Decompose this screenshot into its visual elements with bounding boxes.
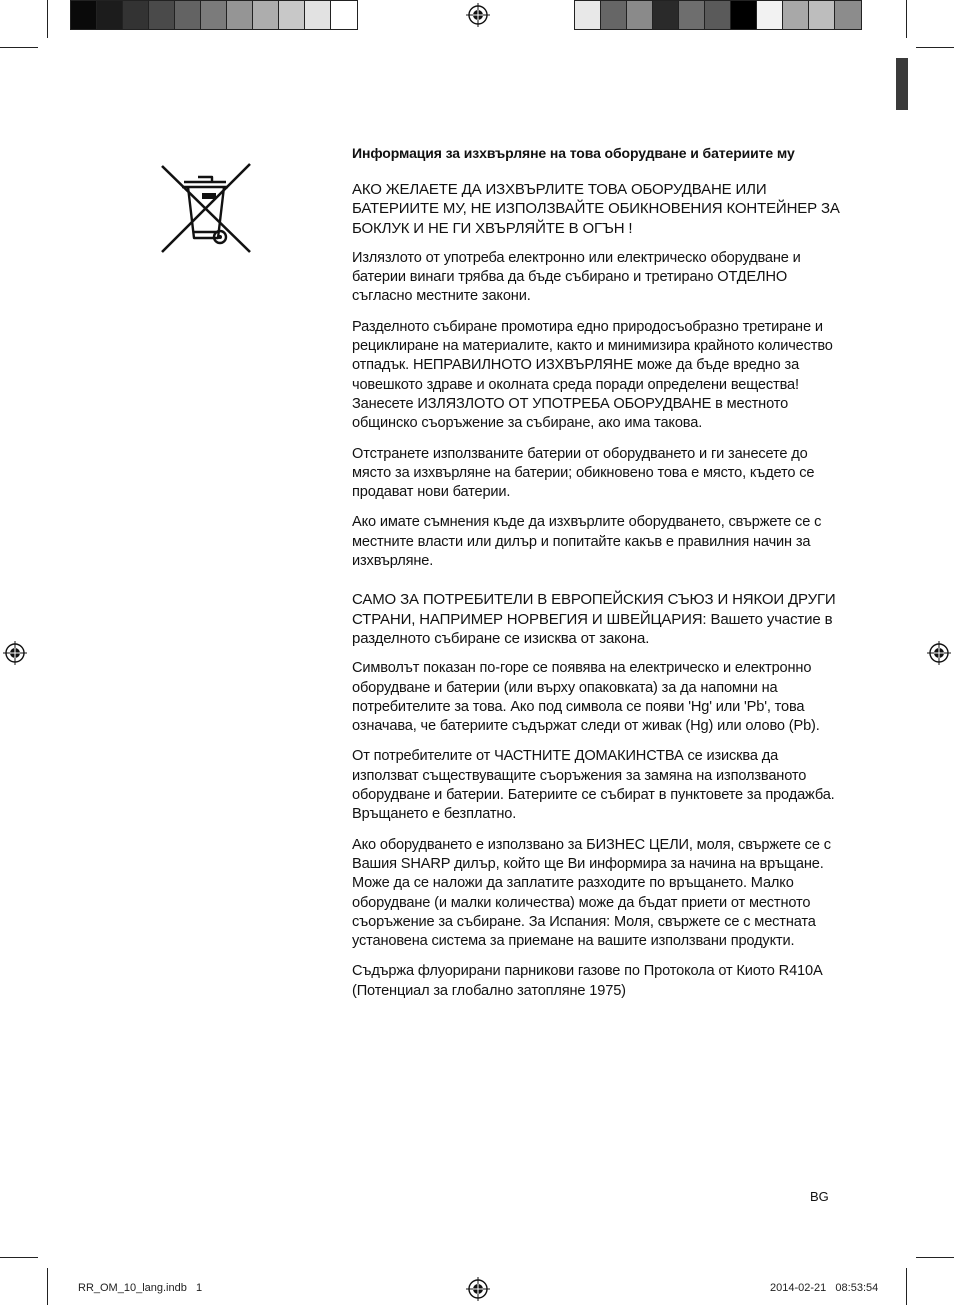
color-swatch <box>305 1 331 29</box>
color-swatch <box>627 1 653 29</box>
color-swatch <box>253 1 279 29</box>
color-swatch <box>705 1 731 29</box>
color-swatch <box>575 1 601 29</box>
color-calibration-bar-left <box>70 0 358 30</box>
color-swatch <box>149 1 175 29</box>
crop-mark <box>906 0 907 38</box>
crop-mark <box>0 1257 38 1258</box>
crossed-out-wheelie-bin-icon <box>158 160 254 256</box>
footer-filename: RR_OM_10_lang.indb 1 <box>78 1282 203 1294</box>
body-paragraph: Отстранете използваните батерии от оборудването и ги занесете до място за изхвърляне на батерии; обикновено това е място, където се продават нови батерии. <box>352 445 815 501</box>
color-swatch <box>757 1 783 29</box>
color-swatch <box>279 1 305 29</box>
color-swatch <box>175 1 201 29</box>
registration-mark-icon <box>926 640 952 666</box>
crop-mark <box>0 47 38 48</box>
color-swatch <box>601 1 627 29</box>
body-paragraph: Символът показан по-горе се появява на електрическо и електронно оборудване и батерии (или върху опаковката) за да напомни на потребителите за това. Ако под символа се появи 'Hg' или 'Pb', това означава, че батериите съдържат следи от живак (Hg) или олово (Pb). <box>352 660 820 735</box>
footer-timestamp: 2014-02-21 08:53:54 <box>770 1282 879 1294</box>
color-calibration-bar-right <box>574 0 862 30</box>
language-code: BG <box>810 1189 829 1204</box>
body-paragraph: Излязлото от употреба електронно или електрическо оборудване и батерии винаги трябва да бъде събирано и третирано ОТДЕЛНО съгласно местните закони. <box>352 249 801 305</box>
color-swatch <box>331 1 357 29</box>
registration-mark-icon <box>465 1276 491 1302</box>
warning-paragraph: АКО ЖЕЛАЕТЕ ДА ИЗХВЪРЛИТЕ ТОВА ОБОРУДВАНЕ ИЛИ БАТЕРИИТЕ МУ, НЕ ИЗПОЛЗВАЙТЕ ОБИКНОВЕНИЯ КОНТЕЙНЕР ЗА БОКЛУК И НЕ ГИ ХВЪРЛЯЙТЕ В ОГЪН ! <box>352 181 840 237</box>
eu-notice-paragraph: САМО ЗА ПОТРЕБИТЕЛИ В ЕВРОПЕЙСКИЯ СЪЮЗ И НЯКОИ ДРУГИ СТРАНИ, НАПРИМЕР НОРВЕГИЯ И ШВЕЙЦАРИЯ: Вашето участие в разделното събиране се изисква от закона. <box>352 591 836 647</box>
color-swatch <box>97 1 123 29</box>
section-tab-marker <box>896 58 908 110</box>
color-swatch <box>71 1 97 29</box>
disposal-information-section <box>352 144 844 1012</box>
crop-mark <box>916 1257 954 1258</box>
color-swatch <box>653 1 679 29</box>
color-swatch <box>227 1 253 29</box>
body-paragraph: Ако оборудването е използвано за БИЗНЕС ЦЕЛИ, моля, свържете се с Вашия SHARP дилър, който ще Ви информира за начина на връщане. Може да се наложи да заплатите разходите по връщането. Малко оборудване (и малки количества) може да бъдат приети от местното съоръжение за събиране. За Испания: Моля, свържете се с местната установена система за приемане на вашите използвани продукти. <box>352 836 831 950</box>
color-swatch <box>679 1 705 29</box>
crop-mark <box>47 0 48 38</box>
color-swatch <box>731 1 757 29</box>
body-paragraph: Разделното събиране промотира едно природосъобразно третиране и рециклиране на материалите, както и минимизира крайното количество отпадък. НЕПРАВИЛНОТО ИЗХВЪРЛЯНЕ може да бъде вредно за човешкото здраве и околната среда поради определени вещества! Занесете ИЗЛЯЗЛОТО ОТ УПОТРЕБА ОБОРУДВАНЕ в местното общинско съоръжение за събиране, ако има такова. <box>352 318 833 432</box>
crop-mark <box>906 1268 907 1305</box>
registration-mark-icon <box>465 2 491 28</box>
color-swatch <box>783 1 809 29</box>
color-swatch <box>123 1 149 29</box>
color-swatch <box>835 1 861 29</box>
color-swatch <box>201 1 227 29</box>
crop-mark <box>916 47 954 48</box>
registration-mark-icon <box>2 640 28 666</box>
body-paragraph: От потребителите от ЧАСТНИТЕ ДОМАКИНСТВА се изисква да използват съществуващите съоръжения за замяна на използваното оборудване и батерии. Батериите се събират в пунктовете за продажба. Връщането е безплатно. <box>352 748 835 823</box>
body-paragraph: Съдържа флуорирани парникови газове по Протокола от Киото R410A (Потенциал за глобално затопляне 1975) <box>352 963 822 999</box>
section-heading: Информация за изхвърляне на това оборудване и батериите му <box>352 145 795 161</box>
body-paragraph: Ако имате съмнения къде да изхвърлите оборудването, свържете се с местните власти или дилър и попитайте какъв е правилния начин за изхвърляне. <box>352 514 822 570</box>
color-swatch <box>809 1 835 29</box>
crop-mark <box>47 1268 48 1305</box>
